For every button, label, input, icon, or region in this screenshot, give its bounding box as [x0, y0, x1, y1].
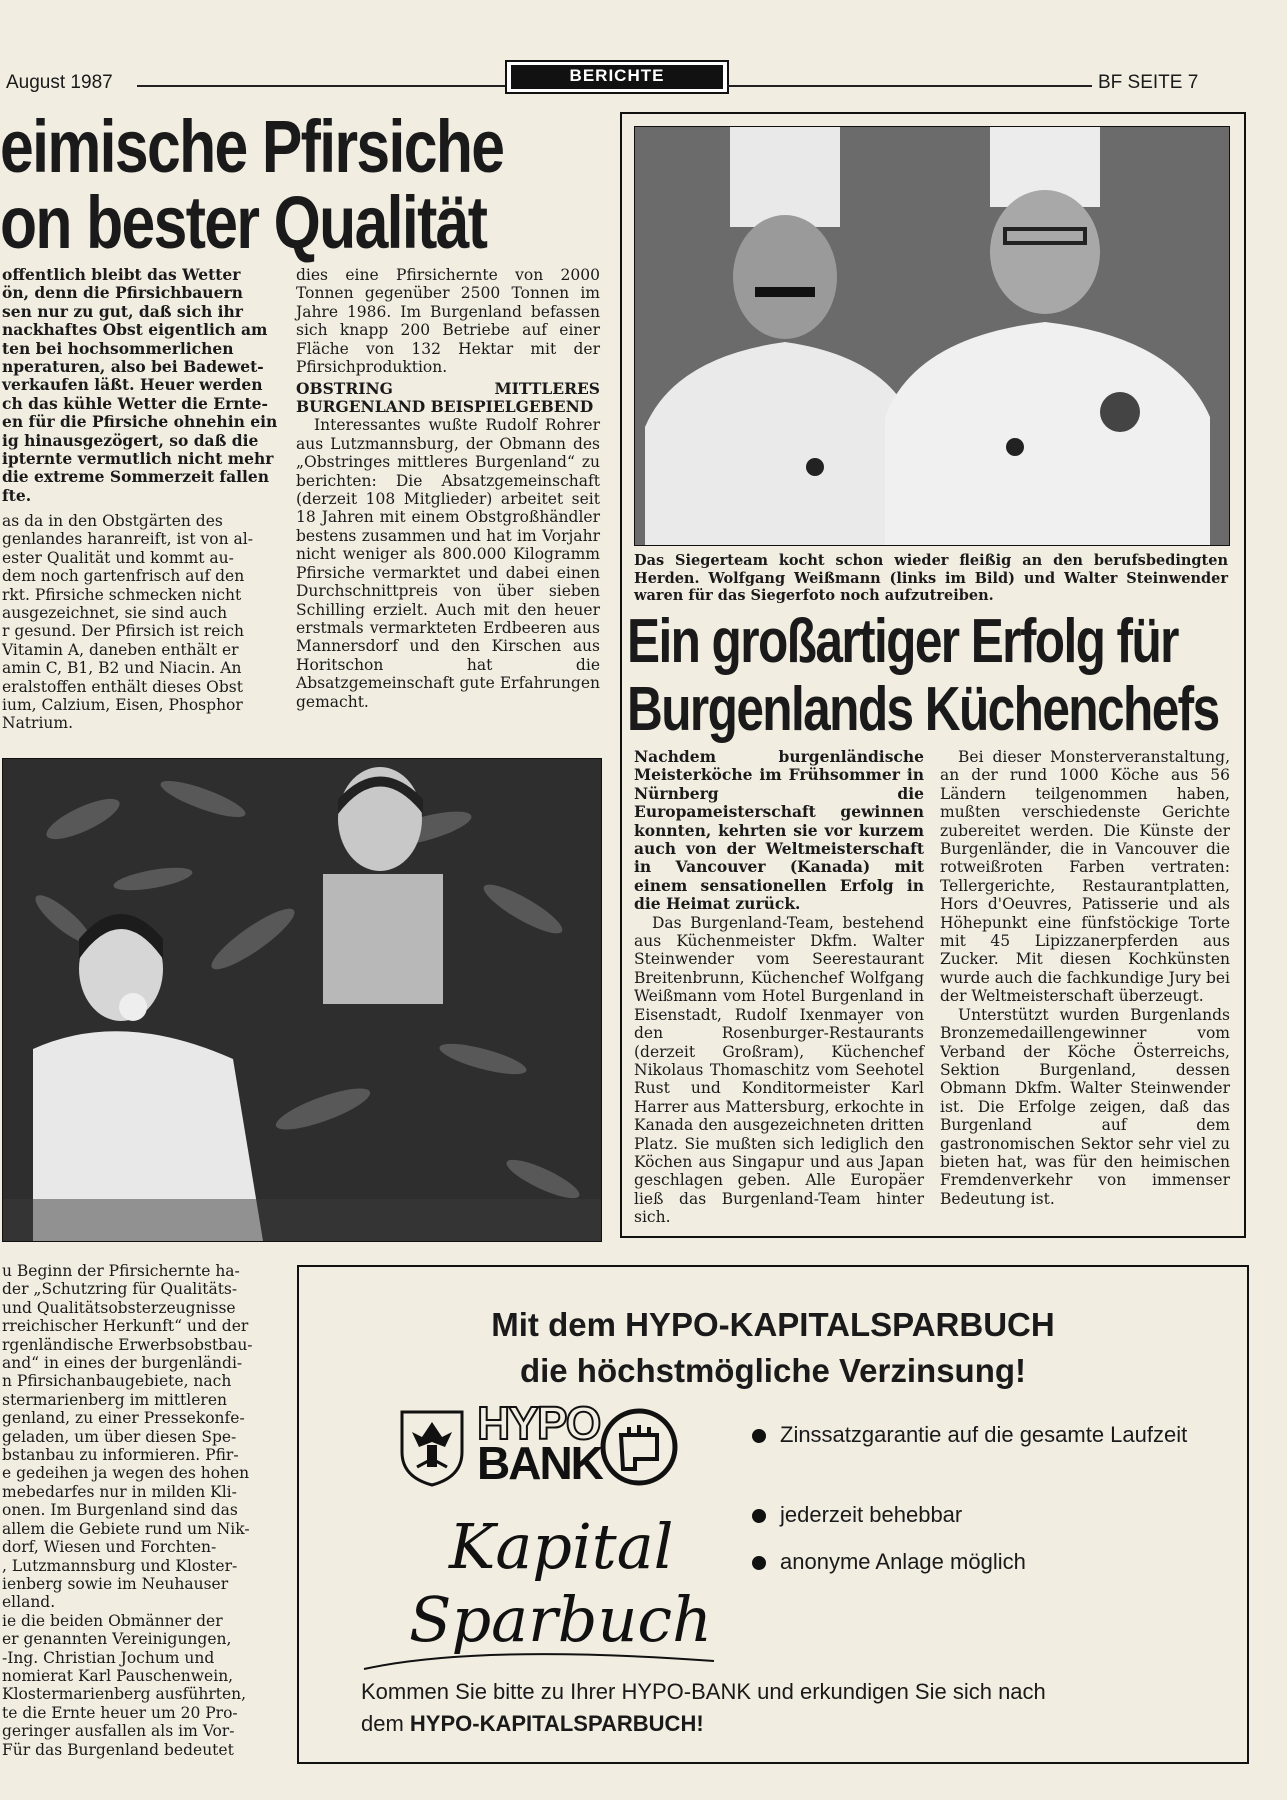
hypo-logo-line1: HYPO: [477, 1397, 600, 1449]
text-line: ausgezeichnet, sie sind auch: [2, 604, 228, 623]
script-underline-icon: [359, 1639, 719, 1679]
text-line: genland, zu einer Pressekonfe-: [2, 1409, 245, 1428]
text-line: ig hinausgezögert, so daß die: [2, 430, 259, 450]
text-line: Vitamin A, daneben enthält er: [2, 640, 239, 659]
text-line: nomierat Karl Pauschenwein,: [2, 1666, 234, 1685]
text-line: ie die beiden Obmänner der: [2, 1611, 223, 1630]
ad-bullet-1: [752, 1420, 1192, 1450]
hypo-logo-text: [477, 1397, 602, 1489]
text-line: geringer ausfallen als im Vor-: [2, 1722, 235, 1741]
text-line: e gedeihen ja wegen des hohen: [2, 1464, 250, 1483]
text-line: Natrium.: [2, 714, 74, 733]
issue-date: August 1987: [6, 72, 113, 93]
article2-lead: Nachdem burgenländische Meisterköche im Frühsommer in Nürnberg die Europameisterschaft gewinnen konnten, kehrten sie vor kurzem auch von der Weltmeisterschaft in Vancouver (Kanada) mit einem sensationellen Erfolg in die Heimat zurück.: [634, 747, 924, 914]
page-number: BF SEITE 7: [1098, 72, 1199, 93]
text-line: der „Schutzring für Qualitäts-: [2, 1280, 238, 1299]
text-line: ienberg sowie im Neuhauser: [2, 1574, 229, 1593]
bullet-dot-icon: [752, 1429, 766, 1443]
text-line: amin C, B1, B2 und Niacin. An: [2, 659, 242, 678]
ad-footer-prefix: dem: [361, 1711, 410, 1736]
text-line: geladen, um über diesen Spe-: [2, 1427, 237, 1446]
text-line: ipternte vermutlich nicht mehr: [2, 449, 274, 469]
article1-lead: [2, 266, 278, 505]
article1-body-right-bottom: Interessantes wußte Rudolf Rohrer aus Lutzmannsburg, der Obmann des „Obstringes mittleres Burgenland“ zu berichten: Die Absatzgemeinschaft (derzeit 108 Mitglieder) arbeitet seit 18 Jahren mit einem Obstgroßhändler bestens zusammen und hat im Vorjahr nicht weniger als 800.000 Kilogramm Pfirsiche vermarktet und dabei einen Durchschnittpreis von über sieben Schilling erzielt. Auch mit den heuer erstmals vermarkteten Erdbeeren aus Mannersdorf und den Kirschen aus Horitschon hat die Absatzgemeinschaft gute Erfahrungen gemacht.: [296, 416, 600, 711]
text-line: genlandes haranreift, ist von al-: [2, 530, 253, 549]
article2-column-left: [634, 748, 924, 1227]
bullet-dot-icon: [752, 1509, 766, 1523]
text-line: rkt. Pfirsiche schmecken nicht: [2, 585, 242, 604]
article2-body-left: Das Burgenland-Team, bestehend aus Küchenmeister Dkfm. Walter Steinwender vom Seerestaurant Breitenbrunn, Küchenchef Wolfgang Weißmann vom Hotel Burgenland in Eisenstadt, Rudolf Ixenmayer von den Rosenburger-Restaurants (derzeit Großram), Küchenchef Nikolaus Thomaschitz vom Seehotel Rust und Konditormeister Karl Harrer aus Mattersburg, erkochte in Kanada den ausgezeichneten dritten Platz. Sie mußten sich lediglich den Köchen aus Singapur und aus Japan geschlagen geben. Alle Europäer ließ das Burgenland-Team hinter sich.: [634, 913, 924, 1227]
article2-body-right-1: Bei dieser Monsterveranstaltung, an der rund 1000 Köche aus 56 Ländern teilgenommen haben, mußten verschiedenste Gerichte zubereitet werden. Die Künste der Burgenländer, die in Vancouver die rotweißroten Farben vertraten: Tellergerichte, Restaurantplatten, Hors d'Oeuvres, Patisserie und als Höhepunkt eine fünfstöckige Torte mit 45 Lipizzanerpferden aus Zucker. Mit diesen Kochkünsten wurde auch die fachkundige Jury bei der Weltmeisterschaft überzeugt.: [940, 748, 1230, 1006]
article1-headline-line2: on bester Qualität: [0, 181, 487, 264]
text-line: rreichischer Herkunft“ und der: [2, 1317, 249, 1336]
text-line: ch das kühle Wetter die Ernte-: [2, 393, 268, 413]
chefs-photo: [634, 126, 1230, 546]
article2-headline-line2: Burgenlands Küchenchefs: [627, 675, 1219, 744]
hypo-logo-line2: BANK: [477, 1437, 602, 1489]
text-line: sen nur zu gut, daß sich ihr: [2, 301, 243, 321]
text-line: and“ in eines der burgenländi-: [2, 1354, 243, 1373]
article2-column-right: [940, 748, 1230, 1208]
text-line: n Pfirsichanbaugebiete, nach: [2, 1372, 232, 1391]
text-line: stermarienberg im mittleren: [2, 1390, 227, 1409]
ad-footer-product: HYPO-KAPITALSPARBUCH!: [409, 1711, 704, 1736]
text-line: rgenländische Erwerbsobstbau-: [2, 1335, 253, 1354]
text-line: offentlich bleibt das Wetter: [2, 265, 241, 284]
ad-bullet-3: [752, 1547, 1192, 1577]
text-line: dorf, Wiesen und Forchten-: [2, 1538, 217, 1557]
text-line: verkaufen läßt. Heuer werden: [2, 375, 263, 395]
section-label: [505, 60, 729, 94]
text-line: ester Qualität und kommt au-: [2, 548, 234, 567]
bullet-dot-icon: [752, 1556, 766, 1570]
peach-harvest-photo: [2, 758, 602, 1242]
ad-bullet-2-text: jederzeit behebbar: [780, 1502, 963, 1527]
article2-body-right-2: Unterstützt wurden Burgenlands Bronzemedaillengewinner vom Verband der Köche Österreichs, Sektion Burgenland, dessen Obmann Dkfm. Walter Steinwender ist. Die Erfolge zeigen, daß das Burgenland auf dem gastronomischen Sektor sehr viel zu bieten hat, was für den heimischen Fremdenverkehr von immenser Bedeutung ist.: [940, 1005, 1230, 1208]
ad-bullet-1-text: Zinssatzgarantie auf die gesamte Laufzeit: [780, 1422, 1188, 1447]
article1-body-right: [296, 266, 600, 711]
article1-body-left: [2, 512, 278, 733]
article1-headline-line1: eimische Pfirsiche: [0, 105, 504, 188]
text-line: elland.: [2, 1593, 56, 1612]
article1-subhead: OBSTRING MITTLERES BURGENLAND BEISPIELGEBEND: [296, 379, 600, 417]
article1-body-right-top: dies eine Pfirsichernte von 2000 Tonnen gegenüber 2500 Tonnen im Jahre 1986. Im Burgenland befassen sich knapp 200 Betriebe auf einer Fläche von 132 Hektar mit der Pfirsichproduktion.: [296, 266, 600, 377]
text-line: , Lutzmannsburg und Kloster-: [2, 1556, 238, 1575]
chefs-photo-caption: Das Siegerteam kocht schon wieder fleißig an den berufsbedingten Herden. Wolfgang Weißmann (links im Bild) und Walter Steinwender waren für das Siegerfoto noch aufzutreiben.: [634, 552, 1228, 604]
ad-bullet-3-text: anonyme Anlage möglich: [780, 1549, 1026, 1574]
text-line: nperaturen, also bei Badewet-: [2, 357, 264, 377]
text-line: ön, denn die Pfirsichbauern: [2, 283, 243, 303]
text-line: er genannten Vereinigungen,: [2, 1630, 232, 1649]
header-rule-right: [727, 85, 1092, 87]
text-line: onen. Im Burgenland sind das: [2, 1501, 238, 1520]
text-line: mebedarfes nur in milden Kli-: [2, 1482, 237, 1501]
header-rule-left: [137, 85, 505, 87]
ad-script-sparbuch: Sparbuch: [409, 1583, 713, 1656]
text-line: ium, Calzium, Eisen, Phosphor: [2, 696, 243, 715]
coat-of-arms-icon: [397, 1407, 467, 1487]
article1-body-bottom: [2, 1262, 284, 1759]
text-line: fte.: [2, 485, 32, 505]
text-line: en für die Pfirsiche ohnehin ein: [2, 412, 278, 432]
text-line: dem noch gartenfrisch auf den: [2, 567, 245, 586]
ad-footer-line2: [361, 1709, 704, 1739]
text-line: u Beginn der Pfirsichernte ha-: [2, 1262, 240, 1280]
text-line: bstanbau zu informieren. Pfir-: [2, 1446, 239, 1465]
chefs-photo-illustration: [635, 127, 1229, 545]
text-line: as da in den Obstgärten des: [2, 512, 223, 530]
hand-logo-icon: [599, 1407, 679, 1487]
ad-footer-line1: Kommen Sie bitte zu Ihrer HYPO-BANK und erkundigen Sie sich nach: [361, 1679, 1046, 1704]
ad-title-line1: Mit dem HYPO-KAPITALSPARBUCH: [491, 1306, 1055, 1343]
text-line: r gesund. Der Pfirsich ist reich: [2, 622, 245, 641]
text-line: Für das Burgenland bedeutet: [2, 1740, 234, 1759]
article2-headline-line1: Ein großartiger Erfolg für: [627, 607, 1178, 676]
section-label-text: BERICHTE: [511, 65, 723, 89]
text-line: die extreme Sommerzeit fallen: [2, 467, 270, 487]
text-line: -Ing. Christian Jochum und: [2, 1648, 215, 1667]
text-line: nackhaftes Obst eigentlich am: [2, 320, 268, 340]
peach-photo-illustration: [3, 759, 601, 1241]
ad-bullet-2: [752, 1500, 1192, 1530]
text-line: te die Ernte heuer um 20 Pro-: [2, 1703, 238, 1722]
hypo-bank-advertisement: [297, 1265, 1249, 1764]
ad-title-line2: die höchstmögliche Verzinsung!: [519, 1352, 1027, 1389]
text-line: ten bei hochsommerlichen: [2, 338, 234, 358]
text-line: allem die Gebiete rund um Nik-: [2, 1519, 250, 1538]
text-line: Klostermarienberg ausführten,: [2, 1685, 247, 1704]
ad-script-kapital: Kapital: [449, 1510, 674, 1583]
text-line: eralstoffen enthält dieses Obst: [2, 677, 243, 696]
text-line: und Qualitätsobsterzeugnisse: [2, 1298, 236, 1317]
